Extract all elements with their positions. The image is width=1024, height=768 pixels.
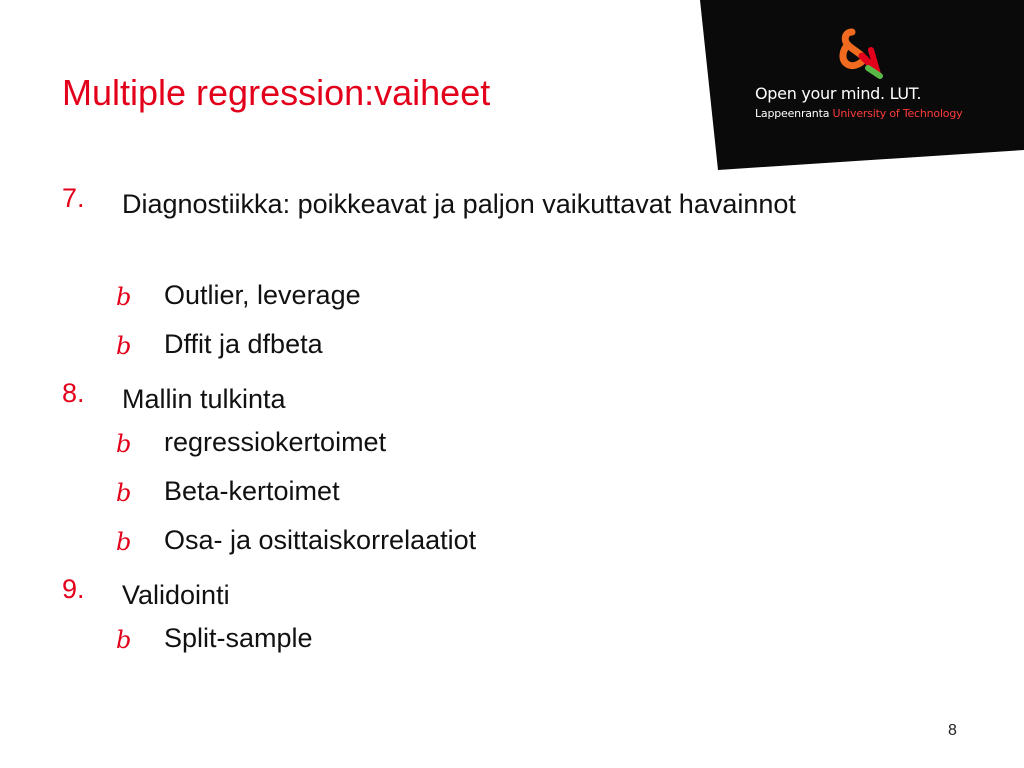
sub-item-text: Split-sample xyxy=(164,623,313,653)
curly-b-bullet-icon: b xyxy=(116,479,132,507)
curly-b-bullet-icon: b xyxy=(116,626,132,654)
curly-b-bullet-icon: b xyxy=(116,332,132,360)
sub-item-text: Dffit ja dfbeta xyxy=(164,329,323,359)
brand-subtitle-city: Lappeenranta xyxy=(755,107,833,120)
sub-item-text: Outlier, leverage xyxy=(164,280,361,310)
slide-title: Multiple regression:vaiheet xyxy=(62,72,491,113)
item-text: Diagnostiikka: poikkeavat ja paljon vaikuttavat havainnot xyxy=(122,189,796,219)
brand-subtitle-university: University of Technology xyxy=(832,107,963,120)
curly-b-bullet-icon: b xyxy=(116,430,132,458)
curly-b-bullet-icon: b xyxy=(116,528,132,556)
curly-b-bullet-icon: b xyxy=(116,283,132,311)
sub-item-text: regressiokertoimet xyxy=(164,427,387,457)
brand-slogan: Open your mind. LUT. xyxy=(755,84,922,103)
sub-item-text: Beta-kertoimet xyxy=(164,476,340,506)
item-number: 7. xyxy=(62,183,85,213)
item-text: Validointi xyxy=(122,580,230,610)
item-number: 9. xyxy=(62,574,85,604)
page-number: 8 xyxy=(948,722,957,739)
item-text: Mallin tulkinta xyxy=(122,384,286,414)
item-number: 8. xyxy=(62,378,85,408)
brand-subtitle xyxy=(755,107,962,120)
ampersand-logo-icon xyxy=(838,28,888,84)
sub-item-text: Osa- ja osittaiskorrelaatiot xyxy=(164,525,477,555)
